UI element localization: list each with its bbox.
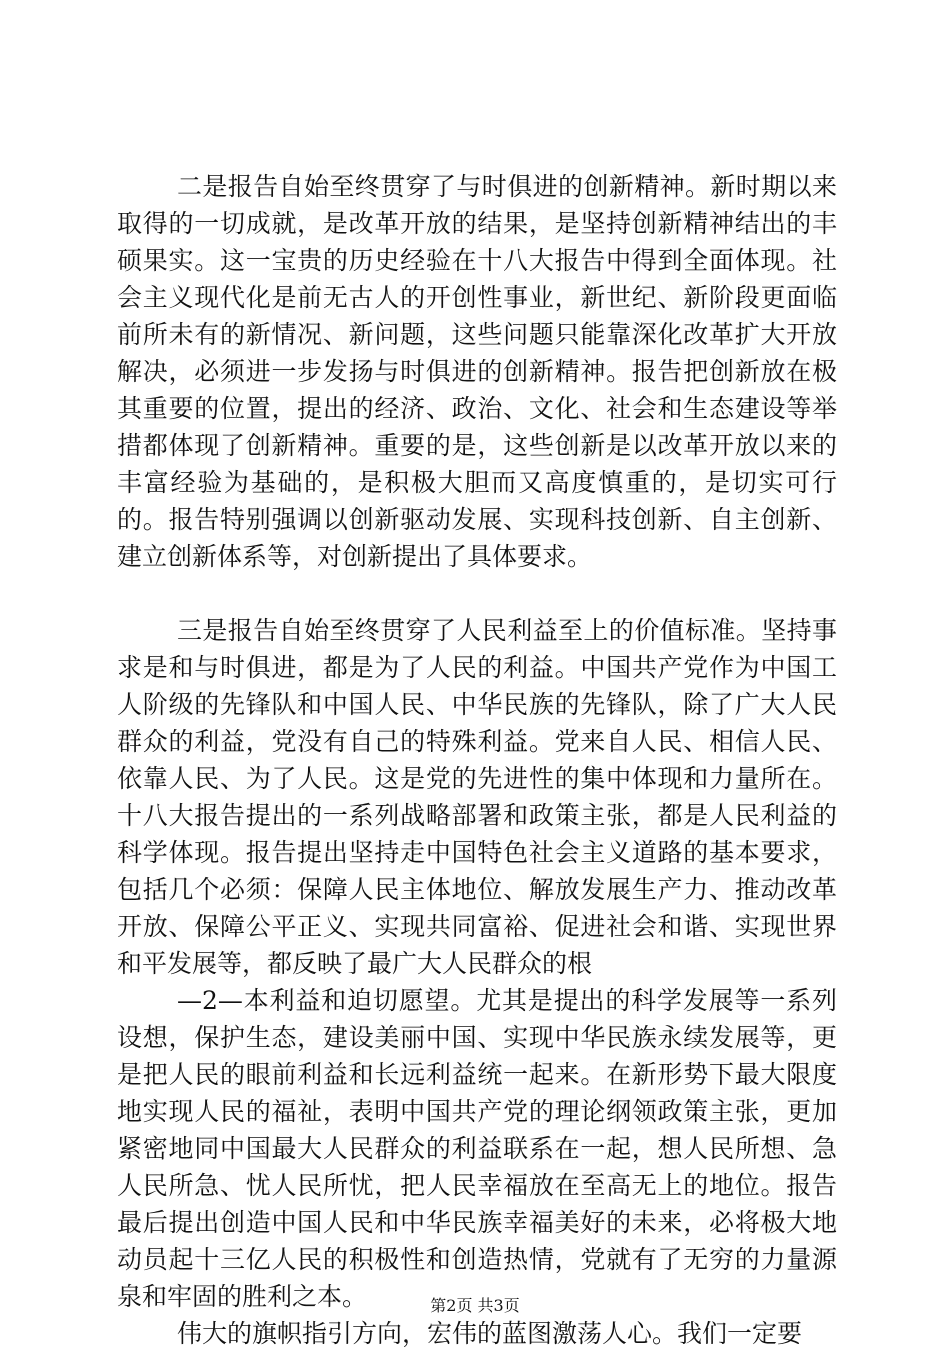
page-footer: 第2页 共3页 [430, 1296, 520, 1315]
paragraph-spacer [117, 575, 837, 612]
paragraph-innovation: 二是报告自始至终贯穿了与时俱进的创新精神。新时期以来取得的一切成就，是改革开放的结果，是坚持创新精神结出的丰硕果实。这一宝贵的历史经验在十八大报告中得到全面体现。社会主义现代化是前无古人的开创性事业，新世纪、新阶段更面临前所未有的新情况、新问题，这些问题只能靠深化改革扩大开放解决，必须进一步发扬与时俱进的创新精神。报告把创新放在极其重要的位置，提出的经济、政治、文化、社会和生态建设等举措都体现了创新精神。重要的是，这些创新是以改革开放以来的丰富经验为基础的，是积极大胆而又高度慎重的，是切实可行的。报告特别强调以创新驱动发展、实现科技创新、自主创新、建立创新体系等，对创新提出了具体要求。 [117, 172, 837, 571]
paragraph-closing: 伟大的旗帜指引方向，宏伟的蓝图激荡人心。我们一定要 [177, 1319, 803, 1348]
paragraph-continued-text: 本利益和迫切愿望。尤其是提出的科学发展等一系列设想，保护生态，建设美丽中国、实现中华民族永续发展等，更是把人民的眼前利益和长远利益统一起来。在新形势下最大限度地实现人民的福祉，表明中国共产党的理论纲领政策主张，更加紧密地同中国最大人民群众的利益联系在一起，想人民所想、急人民所急、忧人民所忧，把人民幸福放在至高无上的地位。报告最后提出创造中国人民和中华民族幸福美好的未来，必将极大地动员起十三亿人民的积极性和创造热情，党就有了无穷的力量源泉和牢固的胜利之本。 [117, 986, 837, 1311]
page-marker: —2— [177, 986, 243, 1015]
document-body [117, 168, 837, 1352]
paragraph-continued [117, 982, 837, 1315]
paragraph-people-interest: 三是报告自始至终贯穿了人民利益至上的价值标准。坚持事求是和与时俱进，都是为了人民的利益。中国共产党作为中国工人阶级的先锋队和中国人民、中华民族的先锋队，除了广大人民群众的利益，党没有自己的特殊利益。党来自人民、相信人民、依靠人民、为了人民。这是党的先进性的集中体现和力量所在。十八大报告提出的一系列战略部署和政策主张，都是人民利益的科学体现。报告提出坚持走中国特色社会主义道路的基本要求，包括几个必须：保障人民主体地位、解放发展生产力、推动改革开放、保障公平正义、实现共同富裕、促进社会和谐、实现世界和平发展等，都反映了最广大人民群众的根 [117, 616, 837, 978]
